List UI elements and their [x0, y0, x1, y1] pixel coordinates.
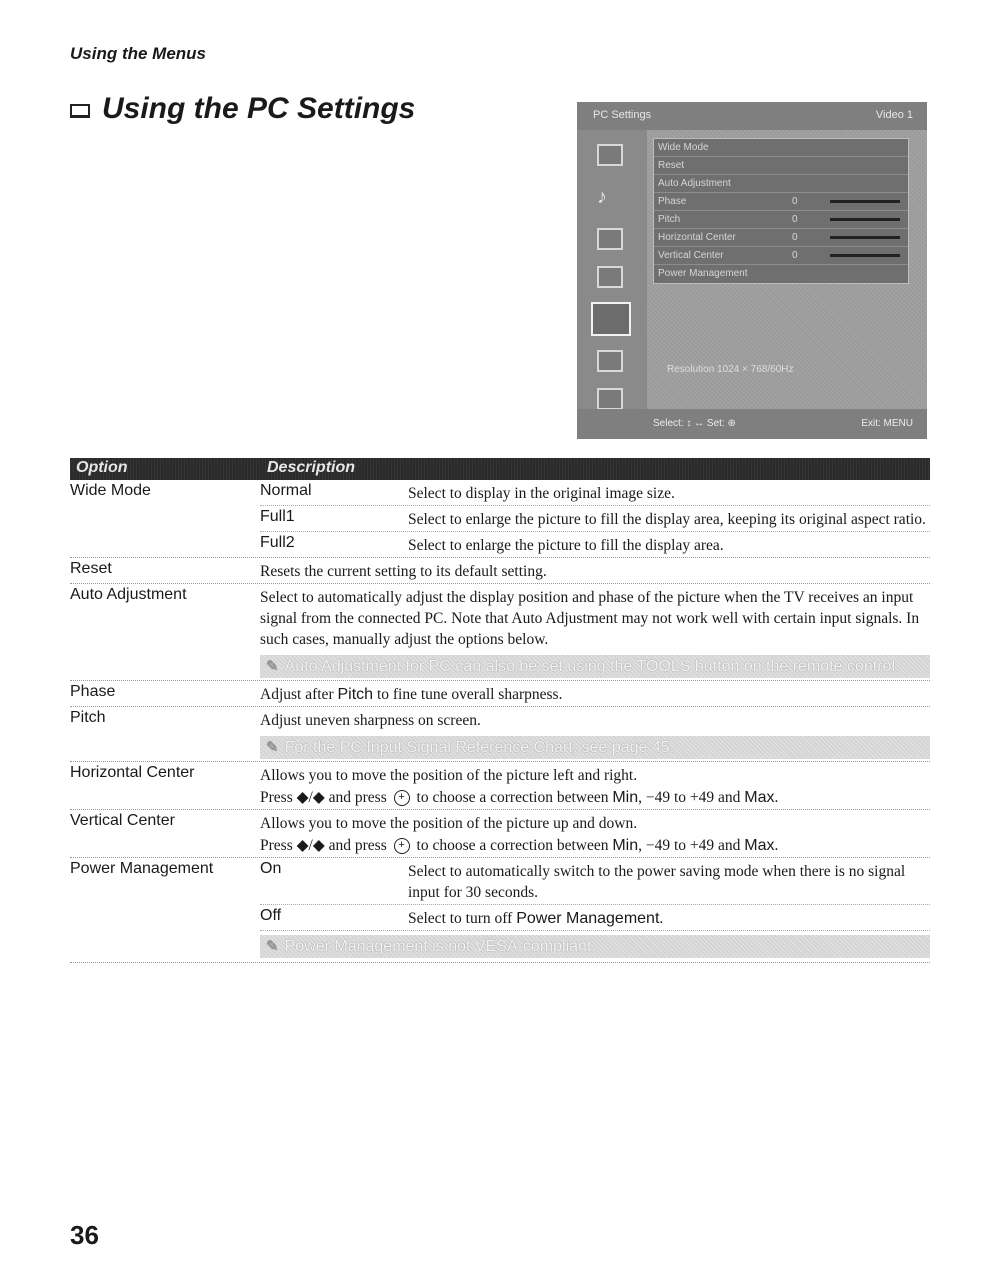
sub-option-name: Full2 — [260, 534, 295, 551]
left-right-arrows-icon: ◆/◆ — [296, 789, 325, 806]
option-text: Allows you to move the position of the picture left and right. — [260, 767, 638, 784]
table-row — [70, 584, 930, 681]
note-box — [260, 935, 930, 958]
sub-option-name: Off — [260, 907, 282, 924]
sub-option-name: Full1 — [260, 508, 295, 525]
option-text: Adjust after Pitch to fine tune overall sharpness. — [260, 686, 563, 703]
tv-menu-item: Auto Adjustment — [654, 175, 908, 193]
note-pencil-icon: ✎ — [266, 739, 279, 756]
sub-option-name: Normal — [260, 482, 312, 499]
option-name: Reset — [70, 560, 112, 577]
tv-top-right-label: Video 1 — [875, 109, 913, 121]
sub-option-row — [260, 858, 930, 905]
table-row — [70, 707, 930, 762]
option-text: Select to automatically adjust the display position and phase of the picture when the TV receives an input signal from the connected PC. Note that Auto Adjustment may not work well with certain input signals. In such cases, manually adjust the options below. — [260, 589, 920, 648]
tv-top-bar — [577, 102, 927, 130]
option-name: Wide Mode — [70, 482, 151, 499]
tv-side-menu — [577, 130, 647, 410]
enter-button-icon: + — [394, 790, 410, 806]
sub-option-row — [260, 506, 930, 532]
sub-option-text: Select to enlarge the picture to fill the display area. — [408, 537, 724, 554]
table-row — [70, 681, 930, 707]
tv-menu-item: Phase 0 — [654, 193, 908, 211]
option-name: Power Management — [70, 860, 214, 877]
tv-top-left-label: PC Settings — [593, 109, 652, 121]
tv-screen-image — [577, 102, 927, 439]
option-name: Horizontal Center — [70, 764, 195, 781]
table-header — [70, 458, 930, 480]
option-text: Press ◆/◆ and press + to choose a correction between Min, −49 to +49 and Max. — [260, 789, 779, 806]
sub-option-text: Select to turn off Power Management. — [408, 910, 664, 927]
tv-menu-item: Horizontal Center 0 — [654, 229, 908, 247]
option-text: Allows you to move the position of the picture up and down. — [260, 815, 638, 832]
channel-icon — [597, 266, 623, 288]
sub-option-text: Select to display in the original image size. — [408, 485, 675, 502]
table-row — [70, 480, 930, 558]
note-box — [260, 655, 930, 678]
options-table — [70, 458, 930, 963]
table-row — [70, 558, 930, 584]
sub-option-row — [260, 532, 930, 557]
note-pencil-icon: ✎ — [266, 938, 279, 955]
pc-settings-icon — [591, 302, 631, 336]
tv-menu-item: Power Management — [658, 268, 748, 279]
tv-menu-item: Pitch 0 — [654, 211, 908, 229]
page-title — [70, 92, 415, 126]
tv-bottom-bar — [577, 409, 927, 439]
tv-footer-select: Select: ↕ ↔ Set: ⊕ — [653, 418, 736, 429]
option-name: Pitch — [70, 709, 106, 726]
page-title-text: Using the PC Settings — [102, 92, 416, 125]
option-name: Phase — [70, 683, 116, 700]
setup-icon — [597, 350, 623, 372]
sub-option-row — [260, 905, 930, 931]
picture-icon — [597, 144, 623, 166]
option-name: Vertical Center — [70, 812, 175, 829]
sub-option-text: Select to enlarge the picture to fill the display area, keeping its original aspect ratio. — [408, 511, 926, 528]
sub-option-row — [260, 480, 930, 506]
tv-menu-item: Wide Mode — [654, 139, 908, 157]
note-text: For the PC Input Signal Reference Chart, see page 45. — [284, 739, 675, 756]
note-pencil-icon: ✎ — [266, 658, 279, 675]
note-text: Auto Adjustment for PC can also be set using the TOOLS button on the remote control. — [284, 658, 900, 675]
input-icon — [597, 388, 623, 410]
section-heading: Using the Menus — [70, 44, 207, 63]
screen-icon — [597, 228, 623, 250]
header-option: Option — [76, 459, 128, 476]
sub-option-text: Select to automatically switch to the power saving mode when there is no signal input for 30 seconds. — [408, 863, 906, 901]
tv-menu-item: Reset — [654, 157, 908, 175]
music-icon: ♪ — [597, 186, 607, 208]
note-box — [260, 736, 930, 759]
note-text: Power Management is not VESA-compliant. — [284, 938, 596, 955]
table-row — [70, 858, 930, 963]
table-row — [70, 810, 930, 858]
table-row — [70, 762, 930, 810]
tv-resolution: Resolution 1024 × 768/60Hz — [667, 364, 794, 375]
page-number: 36 — [70, 1220, 99, 1250]
header-description: Description — [267, 459, 356, 476]
tv-footer-exit: Exit: MENU — [861, 418, 913, 429]
option-text: Resets the current setting to its default setting. — [260, 563, 547, 580]
sub-option-name: On — [260, 860, 282, 877]
tv-menu-item: Vertical Center 0 — [654, 247, 908, 265]
option-name: Auto Adjustment — [70, 586, 187, 603]
option-text: Press ◆/◆ and press + to choose a correction between Min, −49 to +49 and Max. — [260, 837, 779, 854]
enter-button-icon: + — [394, 838, 410, 854]
menu-icon — [70, 104, 90, 118]
tv-menu-list — [653, 138, 909, 284]
option-text: Adjust uneven sharpness on screen. — [260, 712, 481, 729]
up-down-arrows-icon: ◆/◆ — [296, 837, 325, 854]
